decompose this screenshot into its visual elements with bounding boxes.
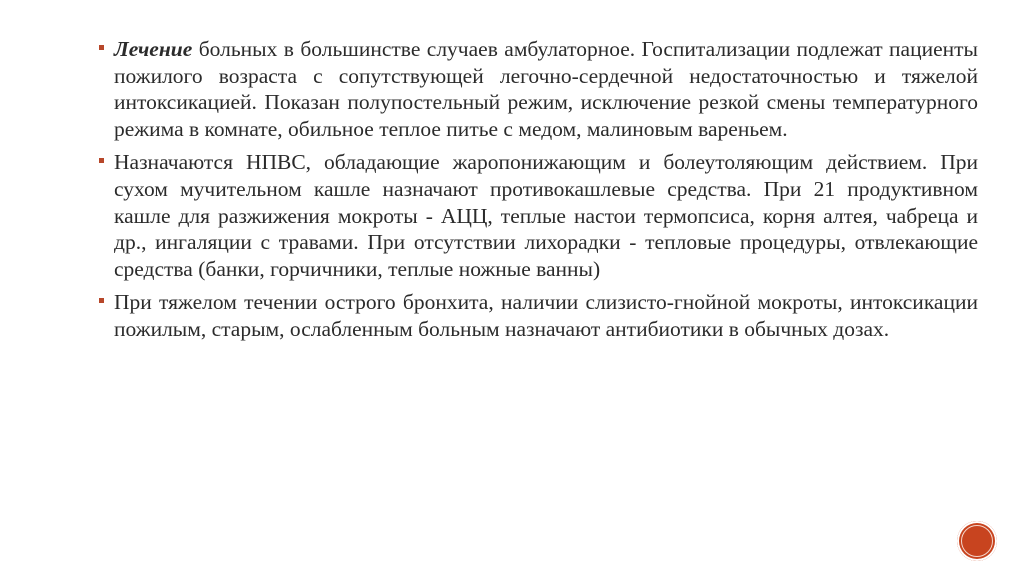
bullet-square-icon xyxy=(99,158,104,163)
bullet-square-icon xyxy=(99,45,104,50)
slide-number-badge-icon xyxy=(957,521,997,561)
bullet-item-treatment xyxy=(96,36,978,142)
bullet-text: При тяжелом течении острого бронхита, наличии слизисто-гнойной мокроты, интоксикации пожилым, старым, ослабленным больным назначают антибиотики в обычных дозах. xyxy=(114,290,978,341)
slide-content xyxy=(96,36,978,350)
slide-number-badge-inner xyxy=(961,525,993,557)
bullet-text: Назначаются НПВС, обладающие жаропонижающим и болеутоляющим действием. При сухом мучительном кашле назначают противокашлевые средства. При 21 продуктивном кашле для разжижения мокроты - АЦЦ, теплые настои термопсиса, корня алтея, чабреца и др., ингаляции с травами. При отсутствии лихорадки - тепловые процедуры, отвлекающие средства (банки, горчичники, теплые ножные ванны) xyxy=(114,150,978,281)
bullet-item-nsaids xyxy=(96,149,978,282)
bullet-body: больных в большинстве случаев амбулаторное. Госпитализации подлежат пациенты пожилого возраста с сопутствующей легочно-сердечной недостаточностью и тяжелой интоксикацией. Показан полупостельный режим, исключение резкой смены температурного режима в комнате, обильное теплое питье с медом, малиновым вареньем. xyxy=(114,37,978,141)
bullet-text xyxy=(114,36,978,142)
bullet-square-icon xyxy=(99,298,104,303)
bullet-lead-term: Лечение xyxy=(114,37,193,61)
bullet-item-antibiotics xyxy=(96,289,978,342)
